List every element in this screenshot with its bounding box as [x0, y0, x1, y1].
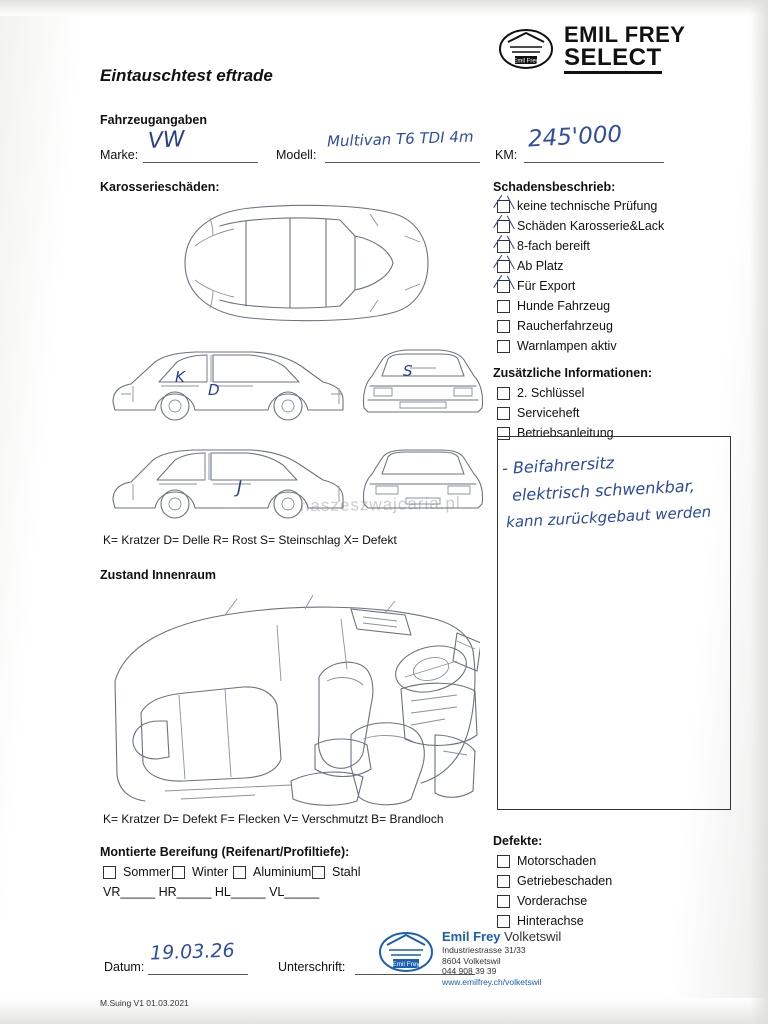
- paper-edge-right: [750, 0, 768, 1024]
- note-line-1: - Beifahrersitz: [501, 453, 615, 478]
- footer-phone: 044 908 39 39: [442, 966, 497, 977]
- damage-item-1[interactable]: [497, 219, 664, 233]
- interior-diagram: [105, 585, 480, 810]
- damage-mark-D: D: [208, 381, 220, 399]
- interior-legend: K= Kratzer D= Defekt F= Flecken V= Verschmutzt B= Brandloch: [103, 812, 444, 826]
- checkbox-stahl[interactable]: [312, 866, 325, 879]
- document-id: M.Suing V1 01.03.2021: [100, 998, 189, 1008]
- emil-frey-emblem-icon: [498, 28, 554, 70]
- checkbox-getriebeschaden[interactable]: [497, 875, 510, 888]
- damage-item-7[interactable]: [497, 339, 617, 353]
- footer-address: [442, 945, 561, 988]
- modell-value: Multivan T6 TDI 4m: [326, 127, 474, 151]
- additional-item-2-label: Betriebsanleitung: [517, 426, 614, 440]
- additional-item-1[interactable]: [497, 406, 580, 420]
- damage-item-7-label: Warnlampen aktiv: [517, 339, 617, 353]
- damage-item-1-label: Schäden Karosserie&Lack: [517, 219, 665, 233]
- defect-item-0-label: Motorschaden: [517, 854, 597, 868]
- checkbox-schaeden-karosserie-lack[interactable]: [497, 220, 510, 233]
- section-additional-info: Zusätzliche Informationen:: [493, 366, 653, 380]
- section-body-damage: Karosserieschäden:: [100, 180, 220, 194]
- tire-option-sommer[interactable]: [103, 865, 170, 879]
- footer-address-line1: Industriestrasse 31/33: [442, 944, 526, 955]
- watermark-text: naszeszwajcaria.pl: [299, 493, 461, 516]
- footer-company: Emil Frey: [442, 929, 501, 944]
- additional-item-0-label: 2. Schlüssel: [517, 386, 585, 400]
- damage-item-2[interactable]: [497, 239, 590, 253]
- marke-value: VW: [147, 127, 186, 154]
- section-tires: Montierte Bereifung (Reifenart/Profiltiefe):: [100, 845, 350, 859]
- footer-website[interactable]: www.emilfrey.ch/volketswil: [442, 976, 542, 987]
- damage-item-4[interactable]: [497, 279, 575, 293]
- section-defects: Defekte:: [493, 834, 543, 848]
- damage-mark-J: J: [237, 478, 243, 498]
- km-label: KM:: [495, 148, 518, 162]
- damage-item-5-label: Hunde Fahrzeug: [517, 299, 611, 313]
- tire-option-0-label: Sommer: [123, 865, 171, 879]
- checkbox-warnlampen-aktiv[interactable]: [497, 340, 510, 353]
- damage-mark-S: S: [403, 362, 413, 380]
- tire-option-aluminium[interactable]: [233, 865, 311, 879]
- damage-mark-K: K: [175, 368, 185, 386]
- checkbox-2-schluessel[interactable]: [497, 387, 510, 400]
- tire-positions-line[interactable]: VR_____ HR_____ HL_____ VL_____: [103, 885, 320, 899]
- checkbox-sommer[interactable]: [103, 866, 116, 879]
- defect-item-1-label: Getriebeschaden: [517, 874, 613, 888]
- damage-item-3[interactable]: [497, 259, 564, 273]
- page-title: Eintauschtest eftrade: [100, 66, 273, 85]
- tire-option-2-label: Aluminium: [253, 865, 312, 879]
- footer-address-line2: 8604 Volketswil: [442, 955, 501, 966]
- damage-item-5[interactable]: [497, 299, 610, 313]
- defect-item-2-label: Vorderachse: [517, 894, 588, 908]
- damage-item-6[interactable]: [497, 319, 613, 333]
- checkbox-vorderachse[interactable]: [497, 895, 510, 908]
- footer-text-block: [442, 930, 561, 987]
- tire-option-stahl[interactable]: [312, 865, 361, 879]
- checkbox-raucherfahrzeug[interactable]: [497, 320, 510, 333]
- defect-item-0[interactable]: [497, 854, 596, 868]
- additional-item-1-label: Serviceheft: [517, 406, 580, 420]
- checkbox-8-fach-bereift[interactable]: [497, 240, 510, 253]
- note-line-2: elektrisch schwenkbar,: [511, 476, 696, 505]
- checkbox-aluminium[interactable]: [233, 866, 246, 879]
- marke-label: Marke:: [100, 148, 139, 162]
- svg-text:Emil Frey: Emil Frey: [392, 961, 420, 968]
- footer-brand: [378, 930, 561, 987]
- damage-item-2-label: 8-fach bereift: [517, 239, 590, 253]
- defect-item-1[interactable]: [497, 874, 612, 888]
- emil-frey-footer-logo-icon: [378, 930, 434, 976]
- body-damage-legend: K= Kratzer D= Delle R= Rost S= Steinschlag X= Defekt: [103, 533, 397, 547]
- brand-wordmark: [564, 24, 685, 74]
- svg-text:Emil Frey: Emil Frey: [513, 58, 539, 65]
- damage-item-4-label: Für Export: [517, 279, 576, 293]
- car-side-view-left-diagram: [103, 340, 353, 430]
- damage-item-3-label: Ab Platz: [517, 259, 564, 273]
- checkbox-winter[interactable]: [172, 866, 185, 879]
- section-interior-condition: Zustand Innenraum: [100, 568, 216, 582]
- additional-item-0[interactable]: [497, 386, 584, 400]
- checkbox-serviceheft[interactable]: [497, 407, 510, 420]
- checkbox-keine-technische-pruefung[interactable]: [497, 200, 510, 213]
- modell-label: Modell:: [276, 148, 317, 162]
- checkbox-motorschaden[interactable]: [497, 855, 510, 868]
- section-damage-report: Schadensbeschrieb:: [493, 180, 616, 194]
- tire-option-1-label: Winter: [192, 865, 229, 879]
- checkbox-hinterachse[interactable]: [497, 915, 510, 928]
- checkbox-fuer-export[interactable]: [497, 280, 510, 293]
- defect-item-3-label: Hinterachse: [517, 914, 584, 928]
- footer-location: Volketswil: [504, 929, 562, 944]
- unterschrift-label: Unterschrift:: [278, 960, 346, 974]
- tire-option-winter[interactable]: [172, 865, 228, 879]
- damage-item-0-label: keine technische Prüfung: [517, 199, 658, 213]
- tire-option-3-label: Stahl: [332, 865, 361, 879]
- car-front-view-diagram: [352, 342, 492, 427]
- defect-item-3[interactable]: [497, 914, 584, 928]
- defect-item-2[interactable]: [497, 894, 587, 908]
- car-top-view-diagram: [150, 196, 440, 331]
- brand-name-line1: EMIL FREY: [564, 22, 686, 47]
- datum-label: Datum:: [104, 960, 145, 974]
- km-value: 245'000: [527, 121, 623, 153]
- footer-company-line: [442, 930, 561, 945]
- brand-name-line2: SELECT: [564, 46, 662, 74]
- section-vehicle-data: Fahrzeugangaben: [100, 113, 207, 127]
- damage-item-0[interactable]: [497, 199, 657, 213]
- checkbox-ab-platz[interactable]: [497, 260, 510, 273]
- checkbox-hunde-fahrzeug[interactable]: [497, 300, 510, 313]
- modell-field-line[interactable]: [325, 148, 480, 163]
- brand-header: [498, 24, 685, 74]
- note-line-3: kann zurückgebaut werden: [505, 502, 712, 532]
- damage-item-6-label: Raucherfahrzeug: [517, 319, 613, 333]
- datum-value: 19.03.26: [149, 939, 235, 965]
- paper-edge-top: [0, 0, 768, 16]
